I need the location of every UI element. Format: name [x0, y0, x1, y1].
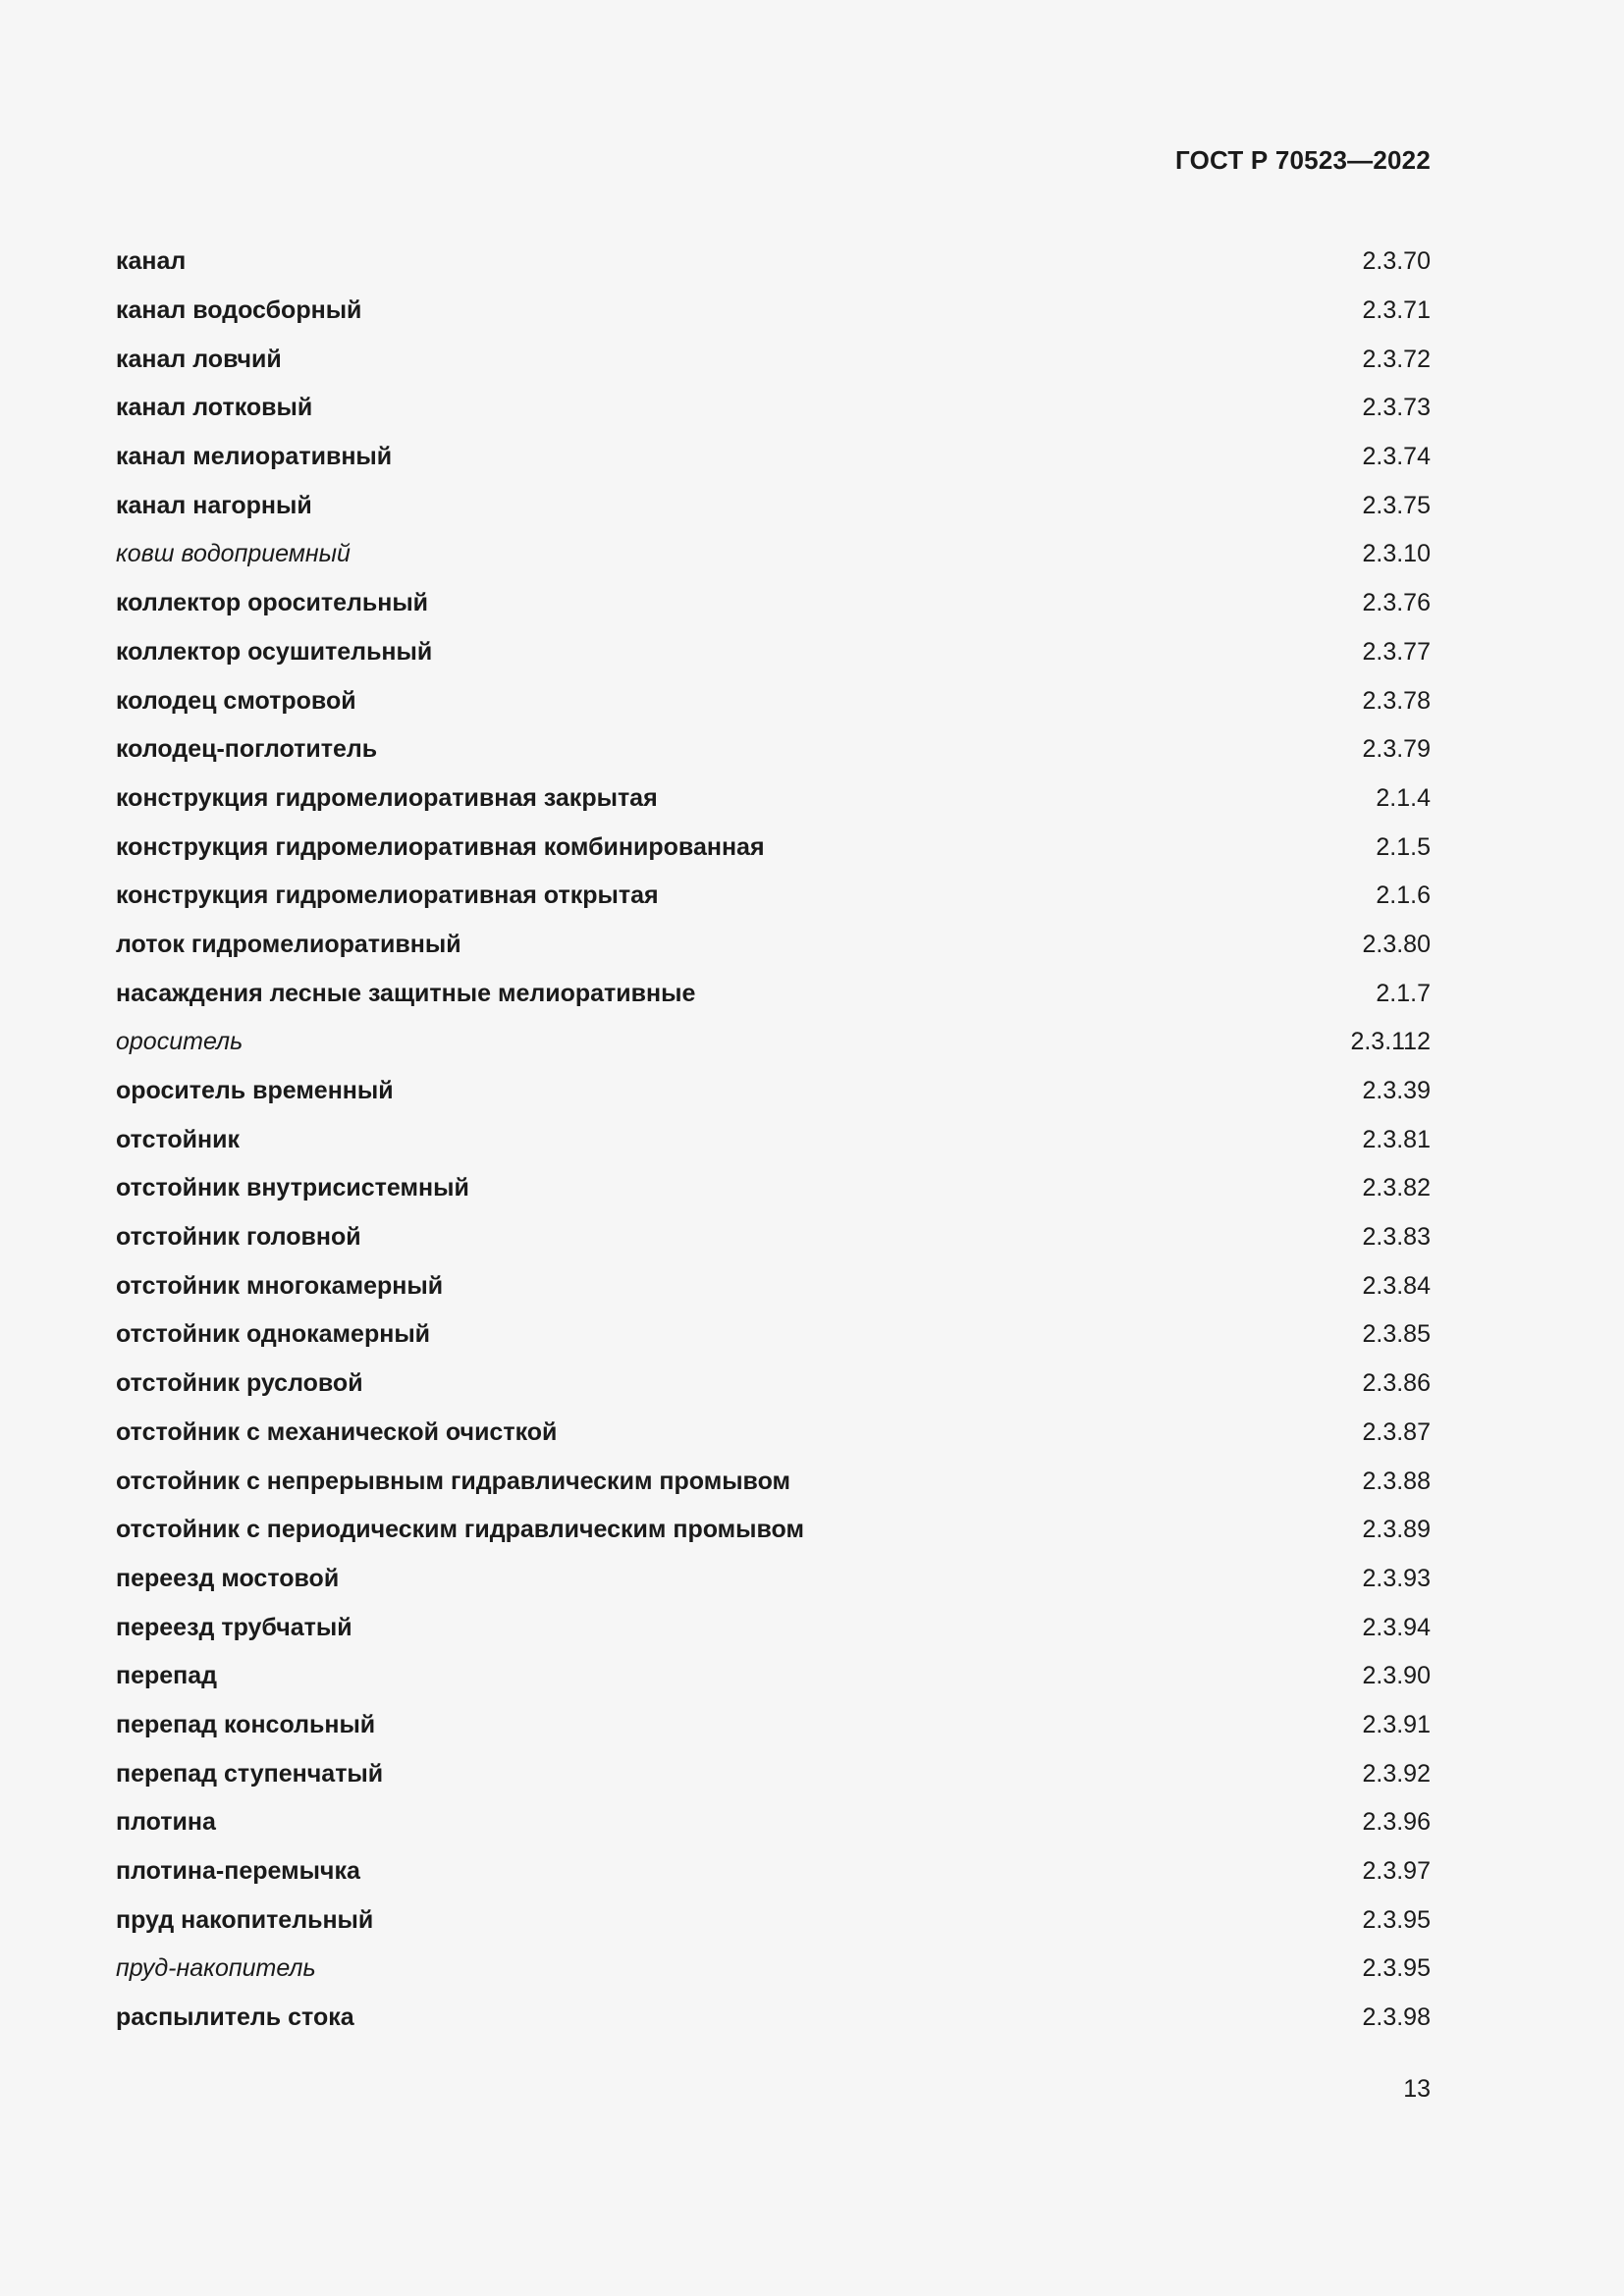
- index-term: насаждения лесные защитные мелиоративные: [116, 979, 696, 1007]
- index-entry: [116, 1749, 1431, 1798]
- index-term: отстойник с периодическим гидравлическим промывом: [116, 1516, 804, 1544]
- index-term: канал водосборный: [116, 296, 362, 325]
- index-term: перепад консольный: [116, 1710, 376, 1738]
- index-term: распылитель стока: [116, 2003, 354, 2032]
- index-entry: [116, 433, 1431, 482]
- index-entry: [116, 628, 1431, 677]
- index-reference-number: 2.3.79: [1362, 735, 1431, 764]
- index-term: отстойник однокамерный: [116, 1320, 431, 1349]
- index-term: канал ловчий: [116, 345, 282, 373]
- index-term: лоток гидромелиоративный: [116, 930, 461, 958]
- index-entry: [116, 1847, 1431, 1896]
- index-reference-number: 2.3.112: [1350, 1028, 1431, 1056]
- index-term: конструкция гидромелиоративная комбинированная: [116, 832, 765, 861]
- index-term: канал мелиоративный: [116, 443, 393, 471]
- index-reference-number: 2.3.81: [1362, 1125, 1431, 1153]
- index-term: отстойник русловой: [116, 1369, 363, 1398]
- index-entry: [116, 872, 1431, 921]
- index-entry: [116, 1067, 1431, 1116]
- index-entry: [116, 579, 1431, 628]
- index-entry: [116, 1603, 1431, 1652]
- index-entry: [116, 1798, 1431, 1847]
- page-number: 13: [1403, 2075, 1431, 2103]
- index-reference-number: 2.3.92: [1362, 1759, 1431, 1788]
- index-term: конструкция гидромелиоративная закрытая: [116, 783, 658, 812]
- index-reference-number: 2.3.77: [1362, 637, 1431, 666]
- index-entry: [116, 287, 1431, 336]
- index-reference-number: 2.1.5: [1376, 832, 1431, 861]
- index-entry: [116, 1018, 1431, 1067]
- index-term: колодец-поглотитель: [116, 735, 378, 764]
- index-reference-number: 2.3.10: [1362, 540, 1431, 568]
- index-entry: [116, 1409, 1431, 1458]
- index-term: пруд-накопитель: [116, 1954, 316, 1983]
- index-entry: [116, 774, 1431, 824]
- index-term: плотина-перемычка: [116, 1857, 360, 1886]
- index-reference-number: 2.3.82: [1362, 1174, 1431, 1202]
- index-entry: [116, 1115, 1431, 1164]
- index-reference-number: 2.3.94: [1362, 1613, 1431, 1641]
- index-reference-number: 2.3.85: [1362, 1320, 1431, 1349]
- index-reference-number: 2.3.70: [1362, 247, 1431, 276]
- index-term: ковш водоприемный: [116, 540, 351, 568]
- index-term: переезд мостовой: [116, 1564, 340, 1592]
- index-term: отстойник с непрерывным гидравлическим промывом: [116, 1467, 791, 1495]
- index-reference-number: 2.3.95: [1362, 1954, 1431, 1983]
- index-reference-number: 2.1.4: [1376, 783, 1431, 812]
- index-reference-number: 2.3.72: [1362, 345, 1431, 373]
- index-entry: [116, 384, 1431, 433]
- index-term: канал: [116, 247, 187, 276]
- index-reference-number: 2.1.6: [1376, 881, 1431, 910]
- index-entry: [116, 1652, 1431, 1701]
- index-reference-number: 2.3.83: [1362, 1223, 1431, 1252]
- index-entry: [116, 1457, 1431, 1506]
- index-term: канал лотковый: [116, 394, 313, 422]
- index-term: ороситель временный: [116, 1077, 394, 1105]
- index-entry: [116, 1555, 1431, 1604]
- index-term: плотина: [116, 1808, 216, 1837]
- index-reference-number: 2.3.84: [1362, 1271, 1431, 1300]
- index-entry: [116, 1360, 1431, 1409]
- index-entry: [116, 335, 1431, 384]
- index-reference-number: 2.3.90: [1362, 1662, 1431, 1690]
- index-term: коллектор оросительный: [116, 589, 429, 617]
- index-term: канал нагорный: [116, 491, 312, 519]
- index-entry: [116, 969, 1431, 1018]
- index-term: перепад ступенчатый: [116, 1759, 384, 1788]
- index-reference-number: 2.3.97: [1362, 1857, 1431, 1886]
- index-entry: [116, 921, 1431, 970]
- index-entry: [116, 823, 1431, 872]
- index-entry: [116, 676, 1431, 725]
- index-term: отстойник многокамерный: [116, 1271, 444, 1300]
- index-entry: [116, 1261, 1431, 1310]
- index-entry: [116, 1896, 1431, 1945]
- index-reference-number: 2.3.88: [1362, 1467, 1431, 1495]
- index-term: ороситель: [116, 1028, 244, 1056]
- index-term: отстойник: [116, 1125, 241, 1153]
- index-entry: [116, 530, 1431, 579]
- index-entry: [116, 1310, 1431, 1360]
- index-entry: [116, 1506, 1431, 1555]
- index-term: колодец смотровой: [116, 686, 356, 715]
- index-reference-number: 2.3.98: [1362, 2003, 1431, 2032]
- index-reference-number: 2.3.91: [1362, 1710, 1431, 1738]
- index-term: переезд трубчатый: [116, 1613, 352, 1641]
- index-reference-number: 2.3.76: [1362, 589, 1431, 617]
- index-reference-number: 2.3.86: [1362, 1369, 1431, 1398]
- index-entry: [116, 1701, 1431, 1750]
- index-reference-number: 2.3.95: [1362, 1905, 1431, 1934]
- index-reference-number: 2.3.75: [1362, 491, 1431, 519]
- index-reference-number: 2.3.87: [1362, 1417, 1431, 1446]
- index-reference-number: 2.3.78: [1362, 686, 1431, 715]
- alphabetical-term-index: [116, 238, 1431, 2042]
- index-entry: [116, 1164, 1431, 1213]
- index-term: конструкция гидромелиоративная открытая: [116, 881, 659, 910]
- index-reference-number: 2.3.93: [1362, 1564, 1431, 1592]
- index-entry: [116, 238, 1431, 287]
- index-reference-number: 2.3.73: [1362, 394, 1431, 422]
- index-reference-number: 2.1.7: [1376, 979, 1431, 1007]
- index-term: перепад: [116, 1662, 218, 1690]
- index-reference-number: 2.3.71: [1362, 296, 1431, 325]
- index-term: отстойник головной: [116, 1223, 361, 1252]
- index-reference-number: 2.3.74: [1362, 443, 1431, 471]
- index-term: пруд накопительный: [116, 1905, 374, 1934]
- index-entry: [116, 481, 1431, 530]
- index-entry: [116, 1213, 1431, 1262]
- index-entry: [116, 1994, 1431, 2043]
- index-term: отстойник с механической очисткой: [116, 1417, 558, 1446]
- index-reference-number: 2.3.80: [1362, 930, 1431, 958]
- index-reference-number: 2.3.39: [1362, 1077, 1431, 1105]
- document-id-header: ГОСТ Р 70523—2022: [1175, 145, 1431, 175]
- index-term: коллектор осушительный: [116, 637, 433, 666]
- index-entry: [116, 1945, 1431, 1994]
- index-reference-number: 2.3.89: [1362, 1516, 1431, 1544]
- index-reference-number: 2.3.96: [1362, 1808, 1431, 1837]
- index-term: отстойник внутрисистемный: [116, 1174, 469, 1202]
- index-entry: [116, 725, 1431, 774]
